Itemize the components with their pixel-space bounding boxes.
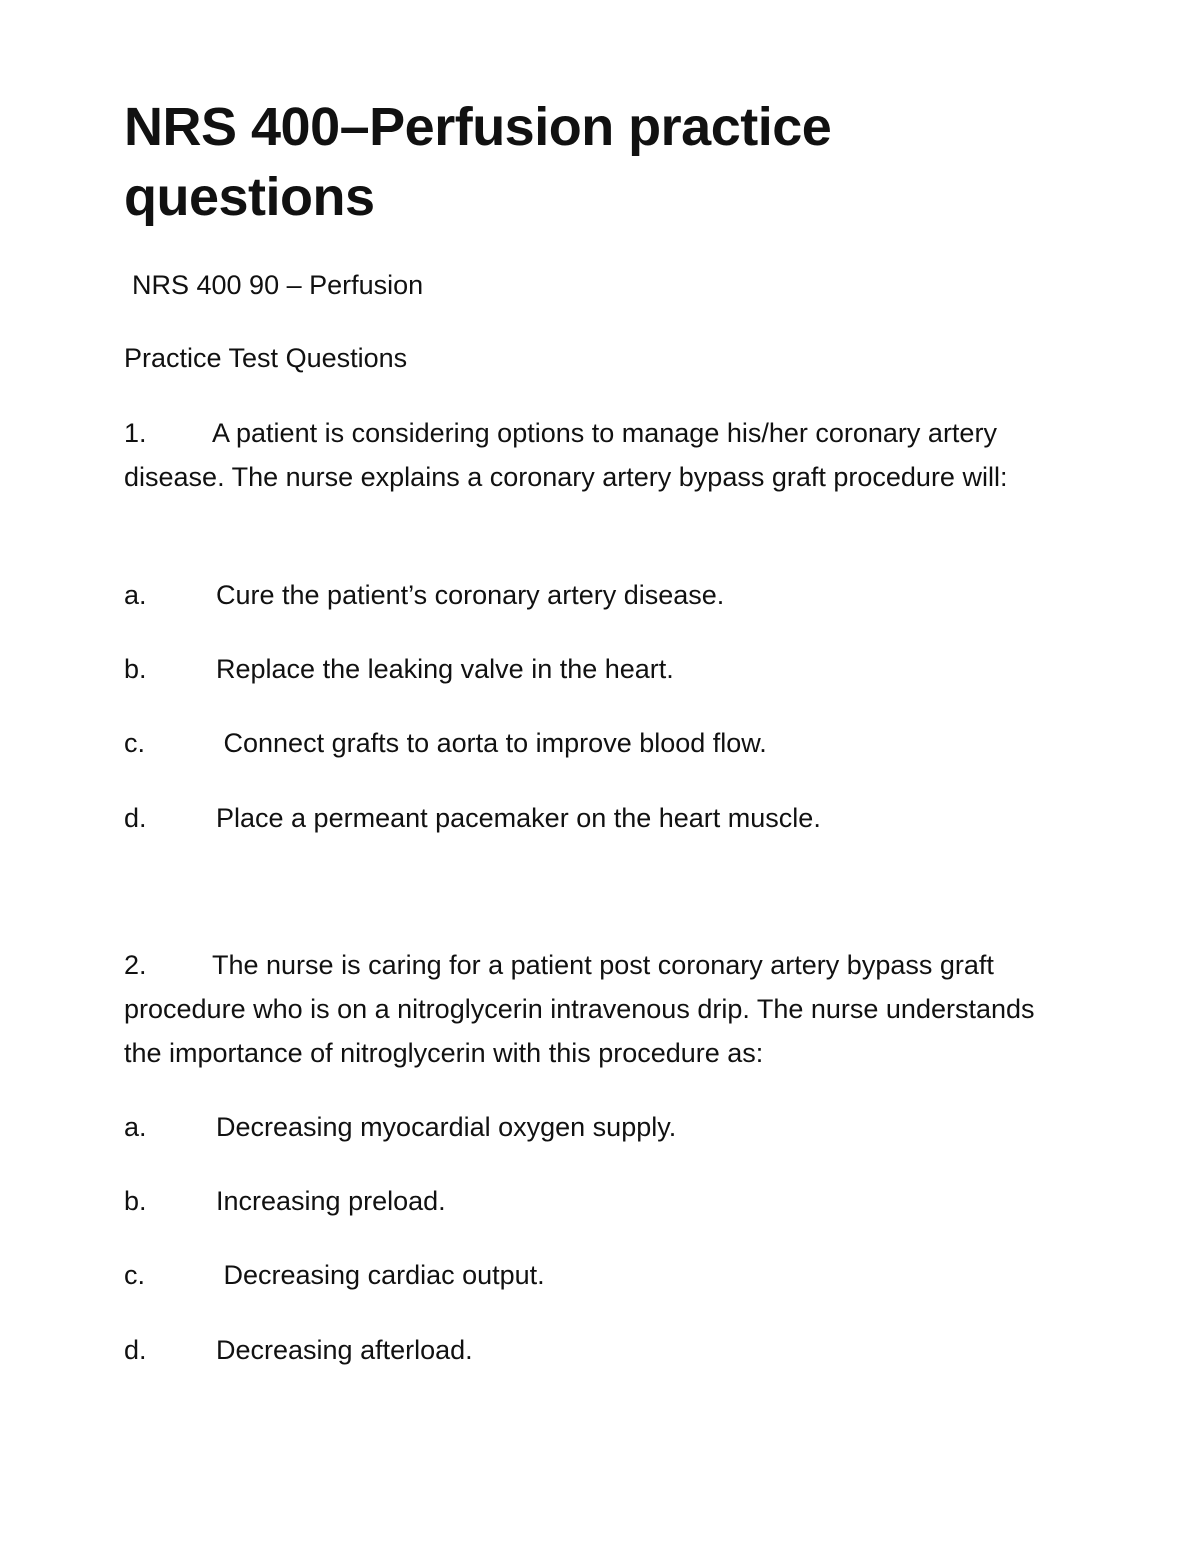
question-2-number: 2. [124, 950, 147, 980]
question-2-option-c [124, 1253, 545, 1297]
question-1-option-a [124, 573, 724, 617]
option-text: Connect grafts to aorta to improve blood flow. [216, 728, 767, 758]
course-line: NRS 400 90 – Perfusion [132, 270, 424, 300]
option-letter: b. [124, 654, 147, 684]
option-text: Place a permeant pacemaker on the heart muscle. [216, 803, 821, 833]
section-heading: Practice Test Questions [124, 343, 408, 373]
option-letter: c. [124, 728, 146, 758]
question-2-text: The nurse is caring for a patient post coronary artery bypass graft procedure who is on a nitroglycerin intravenous drip. The nurse understands the importance of nitroglycerin with this procedure as: [124, 950, 1035, 1068]
question-1-text: A patient is considering options to manage his/her coronary artery disease. The nurse explains a coronary artery bypass graft procedure will: [124, 418, 1008, 492]
question-2-option-d [124, 1328, 473, 1372]
document-title: NRS 400–Perfusion practice questions [124, 97, 832, 227]
option-text: Decreasing cardiac output. [216, 1260, 545, 1290]
question-1-number: 1. [124, 418, 147, 448]
option-text: Replace the leaking valve in the heart. [216, 654, 674, 684]
question-2-option-b [124, 1179, 446, 1223]
option-letter: a. [124, 580, 147, 610]
option-letter: d. [124, 1335, 147, 1365]
question-1-option-c [124, 721, 767, 765]
question-1-option-d [124, 796, 821, 840]
option-text: Cure the patient’s coronary artery disease. [216, 580, 725, 610]
option-letter: c. [124, 1260, 146, 1290]
option-letter: a. [124, 1112, 147, 1142]
option-text: Increasing preload. [216, 1186, 446, 1216]
option-letter: b. [124, 1186, 147, 1216]
question-2-stem [124, 943, 1054, 1075]
question-1-stem [124, 411, 1054, 499]
question-2-option-a [124, 1105, 676, 1149]
option-text: Decreasing myocardial oxygen supply. [216, 1112, 677, 1142]
option-letter: d. [124, 803, 147, 833]
question-1-option-b [124, 647, 674, 691]
option-text: Decreasing afterload. [216, 1335, 473, 1365]
